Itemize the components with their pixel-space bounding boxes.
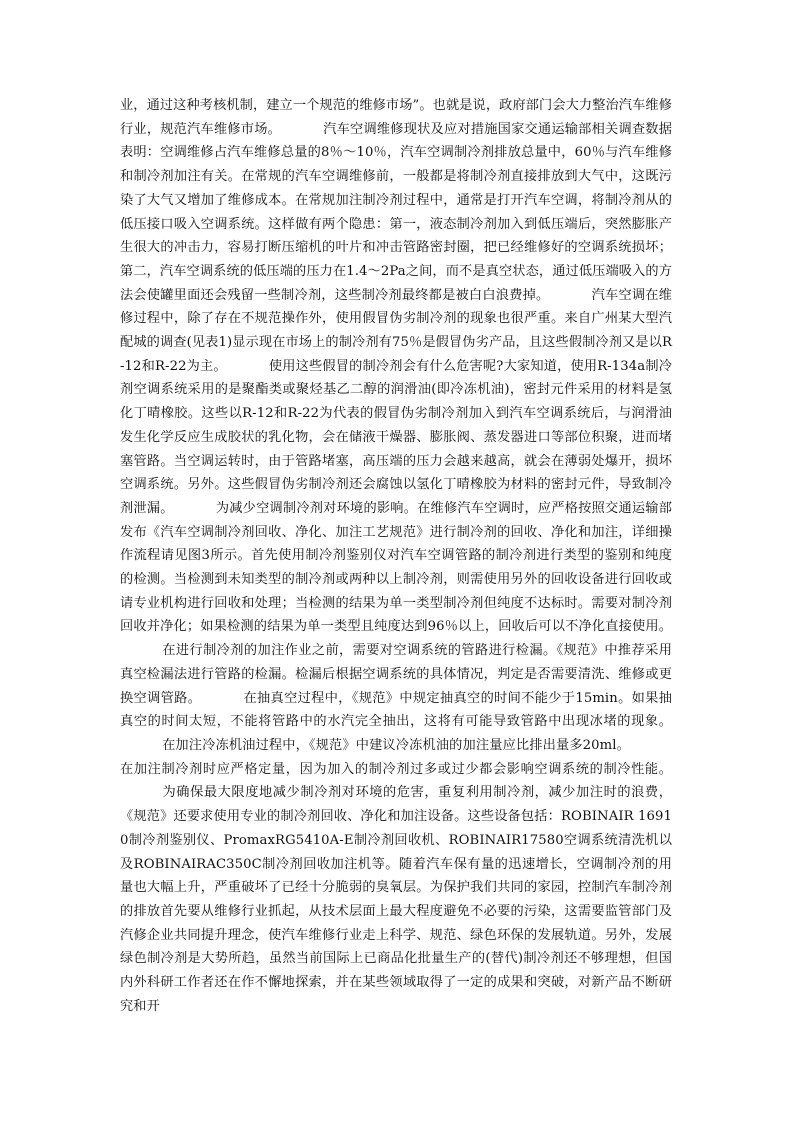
paragraph-2: 汽车空调维修现状及应对措施国家交通运输部相关调查数据表明：空调维修占汽车维修总量的8％～10％，汽车空调制冷剂排放总量中，60％与汽车维修和制冷剂加注有关。在常规的汽车空调维修前，一般都是将制冷剂直接排放到大气中，这既污染了大气又增加了维修成本。在常规加注制冷剂过程中，通常是打开汽车空调，将制冷剂从的低压接口吸入空调系统。这样做有两个隐患：第一，液态制冷剂加入到低压端后，突然膨胀产生很大的冲击力，容易打断压缩机的叶片和冲击管路密封圈，把已经维修好的空调系统损坏；第二，汽车空调系统的低压端的压力在1.4～2Pa之间，而不是真空状态，通过低压端吸入的方法会使罐里面还会残留一些制冷剂，这些制冷剂最终都是被白白浪费掉。 — [120, 121, 672, 303]
paragraph-4: 使用这些假冒的制冷剂会有什么危害呢?大家知道，使用R-134a制冷剂空调系统采用的是聚酯类或聚烃基乙二醇的润滑油(即冷冻机油)，密封元件采用的材料是氢化丁晴橡胶。这些以R-12和R-22为代表的假冒伪劣制冷剂加入到汽车空调系统后，与润滑油发生化学反应生成胶状的乳化物，会在储液干燥器、膨胀阀、蒸发器进口等部位积聚，进而堵塞管路。当空调运转时，由于管路堵塞，高压端的压力会越来越高，就会在薄弱处爆开，损坏空调系统。另外。这些假冒伪劣制冷剂还会腐蚀以氢化丁晴橡胶为材料的密封元件，导致制冷剂泄漏。 — [120, 358, 672, 516]
body-text — [120, 94, 672, 1018]
paragraph-5: 为减少空调制冷剂对环境的影响。在维修汽车空调时，应严格按照交通运输部发布《汽车空调制冷剂回收、净化、加注工艺规范》进行制冷剂的回收、净化和加注，详细操作流程请见图3所示。首先使用制冷剂鉴别仪对汽车空调管路的制冷剂进行类型的鉴别和纯度的检测。当检测到未知类型的制冷剂或两种以上制冷剂，则需使用另外的回收设备进行回收或请专业机构进行回收和处理；当检测的结果为单一类型制冷剂但纯度不达标时。需要对制冷剂回收并净化；如果检测的结果为单一类型且纯度达到96％以上，回收后可以不净化直接使用。 — [120, 500, 672, 635]
paragraph-8: 在加注冷冻机油过程中，《规范》中建议冷冻机油的加注量应比排出量多20ml。 — [162, 737, 630, 753]
paragraph-3: 汽车空调在维修过程中，除了存在不规范操作外，使用假冒伪劣制冷剂的现象也很严重。来自广州某大型汽配城的调查(见表1)显示现在市场上的制冷剂有75％是假冒伪劣产品，且这些假制冷剂又是以R-12和R-22为主。 — [120, 287, 672, 374]
paragraph-9: 在加注制冷剂时应严格定量，因为加入的制冷剂过多或过少都会影响空调系统的制冷性能。 — [120, 761, 672, 777]
paragraph-7: 在抽真空过程中，《规范》中规定抽真空的时间不能少于15min。如果抽真空的时间太短，不能将管路中的水汽完全抽出，这将有可能导致管路中出现冰堵的现象。 — [120, 690, 672, 730]
paragraph-6: 在进行制冷剂的加注作业之前，需要对空调系统的管路进行检漏。《规范》中推荐采用真空检漏法进行管路的检漏。检漏后根据空调系统的具体情况，判定是否需要清洗、维修或更换空调管路。 — [120, 643, 672, 706]
paragraph-1: 业，通过这种考核机制，建立一个规范的维修市场”。也就是说，政府部门会大力整治汽车维修行业，规范汽车维修市场。 — [120, 98, 672, 137]
document-page — [120, 94, 672, 1018]
paragraph-10: 为确保最大限度地减少制冷剂对环境的危害，重复利用制冷剂，减少加注时的浪费，《规范》还要求使用专业的制冷剂回收、净化和加注设备。这些设备包括：ROBINAIR 16910制冷剂鉴别仪、PromaxRG5410A-E制冷剂回收机、ROBINAIR17580空调系统清洗机以及ROBINAIRAC350C制冷剂回收加注机等。随着汽车保有量的迅速增长，空调制冷剂的用量也大幅上升，严重破坏了已经十分脆弱的臭氧层。为保护我们共同的家园，控制汽车制冷剂的排放首先要从维修行业抓起，从技术层面上最大程度避免不必要的污染，这需要监管部门及汽修企业共同提升理念，使汽车维修行业走上科学、规范、绿色环保的发展轨道。另外，发展绿色制冷剂是大势所趋，虽然当前国际上已商品化批量生产的(替代)制冷剂还不够理想，但国内外科研工作者还在作不懈地探索，并在某些领域取得了一定的成果和突破，对新产品不断研究和开 — [120, 785, 672, 1014]
